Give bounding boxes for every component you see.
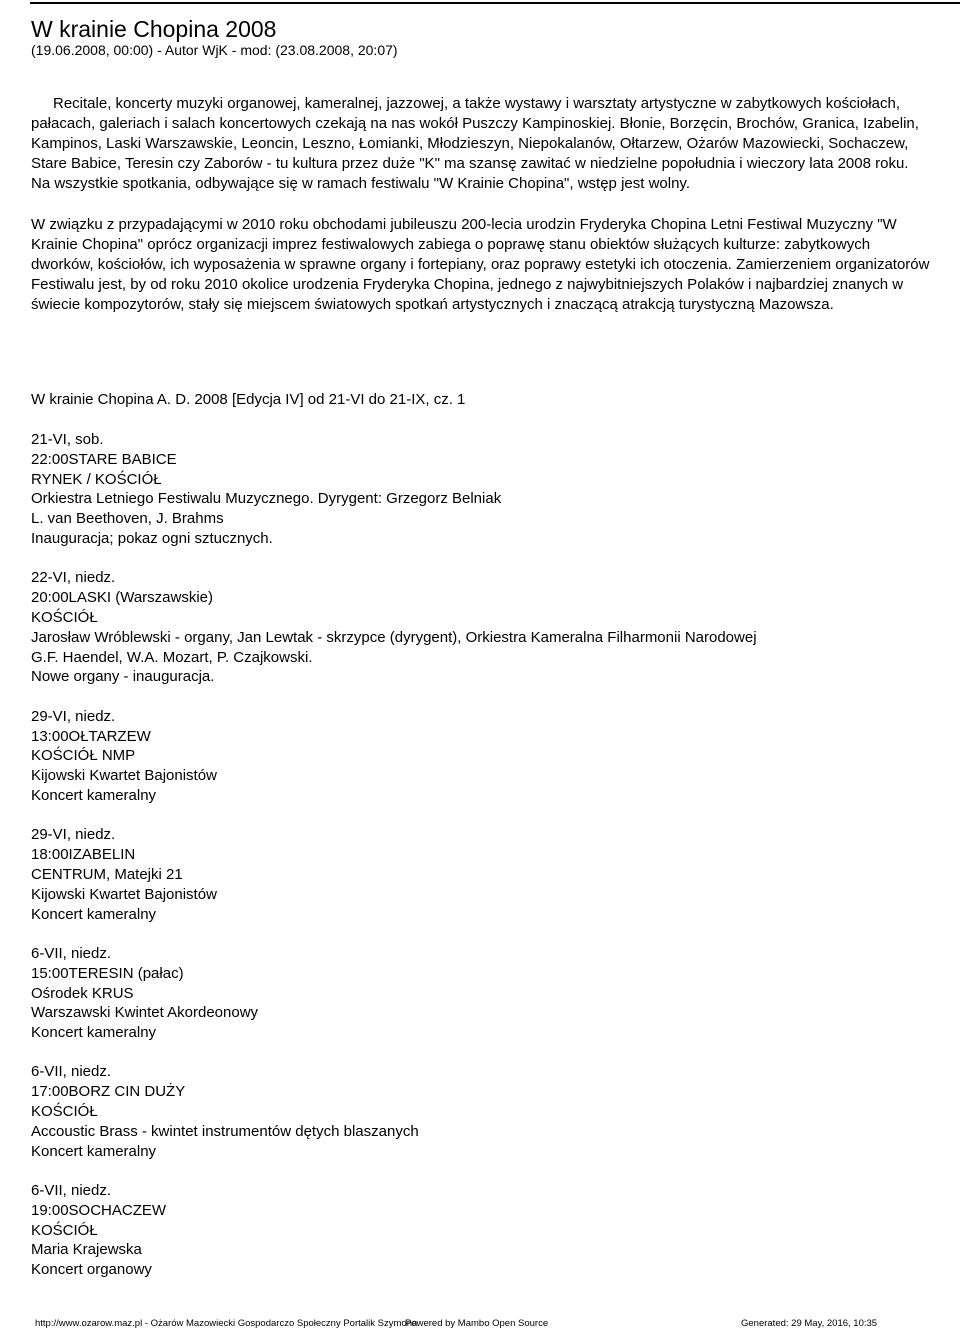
- event-item: [31, 944, 931, 1043]
- event-time-place: 17:00BORZ CIN DUŻY: [31, 1083, 186, 1101]
- header-rule: [30, 2, 960, 4]
- event-venue: KOŚCIÓŁ: [31, 1221, 98, 1239]
- event-item: [31, 1062, 931, 1161]
- event-time-place: 20:00LASKI (Warszawskie): [31, 589, 214, 607]
- event-date: 6-VII, niedz.: [31, 1063, 112, 1081]
- event-item: [31, 707, 931, 806]
- event-time-place: 22:00STARE BABICE: [31, 450, 177, 468]
- event-date: 6-VII, niedz.: [31, 1182, 112, 1200]
- event-venue: KOŚCIÓŁ: [31, 1103, 98, 1121]
- article-meta: (19.06.2008, 00:00) - Autor WjK - mod: (23.08.2008, 20:07): [31, 42, 398, 58]
- event-program: L. van Beethoven, J. Brahms: [31, 510, 224, 528]
- event-performers: Accoustic Brass - kwintet instrumentów dętych blaszanych: [31, 1122, 419, 1140]
- event-venue: RYNEK / KOŚCIÓŁ: [31, 470, 162, 488]
- event-performers: Warszawski Kwintet Akordeonowy: [31, 1004, 259, 1022]
- event-notes: Inauguracja; pokaz ogni sztucznych.: [31, 529, 273, 547]
- event-list: [31, 430, 931, 1300]
- event-item: [31, 825, 931, 924]
- event-performers: Kijowski Kwartet Bajonistów: [31, 767, 217, 785]
- event-performers: Jarosław Wróblewski - organy, Jan Lewtak - skrzypce (dyrygent), Orkiestra Kameralna Filharmonii Narodowej: [31, 628, 757, 646]
- event-date: 29-VI, niedz.: [31, 826, 116, 844]
- edition-heading: W krainie Chopina A. D. 2008 [Edycja IV] od 21-VI do 21-IX, cz. 1: [31, 391, 466, 408]
- event-performers: Kijowski Kwartet Bajonistów: [31, 885, 217, 903]
- event-date: 22-VI, niedz.: [31, 569, 116, 587]
- event-program: Koncert organowy: [31, 1261, 152, 1279]
- paragraph-spacer: [31, 194, 931, 215]
- event-item: [31, 568, 931, 687]
- event-venue: CENTRUM, Matejki 21: [31, 865, 183, 883]
- event-time-place: 13:00OŁTARZEW: [31, 727, 151, 745]
- intro-paragraph-1: Recitale, koncerty muzyki organowej, kameralnej, jazzowej, a także wystawy i warsztaty artystyczne w zabytkowych kościołach, pałacach, galeriach i salach koncertowych czekają na nas wokół Puszczy Kampinoskiej. Błonie, Borzęcin, Brochów, Granica, Izabelin, Kampinos, Laski Warszawskie, Leoncin, Leszno, Łomianki, Młodzieszyn, Niepokalanów, Ołtarzew, Ożarów Mazowiecki, Sochaczew, Stare Babice, Teresin czy Zaborów - tu kultura przez duże "K" ma szansę zawitać w niedzielne popołudnia i wieczory lata 2008 roku. Na wszystkie spotkania, odbywające się w ramach festiwalu "W Krainie Chopina", wstęp jest wolny.: [31, 95, 919, 192]
- footer-site-link[interactable]: http://www.ozarow.maz.pl - Ożarów Mazowiecki Gospodarczo Społeczny Portalik Szymona: [35, 1318, 418, 1329]
- event-date: 29-VI, niedz.: [31, 707, 116, 725]
- event-performers: Maria Krajewska: [31, 1241, 142, 1259]
- event-time-place: 18:00IZABELIN: [31, 846, 136, 864]
- event-program: Koncert kameralny: [31, 1024, 157, 1042]
- event-notes: Nowe organy - inauguracja.: [31, 668, 215, 686]
- event-item: [31, 430, 931, 549]
- event-venue: KOŚCIÓŁ: [31, 608, 98, 626]
- footer-powered-by: Powered by Mambo Open Source: [405, 1318, 549, 1329]
- event-venue: Ośrodek KRUS: [31, 984, 134, 1002]
- event-performers: Orkiestra Letniego Festiwalu Muzycznego. Dyrygent: Grzegorz Belniak: [31, 490, 502, 508]
- event-program: G.F. Haendel, W.A. Mozart, P. Czajkowski.: [31, 648, 313, 666]
- event-item: [31, 1181, 931, 1280]
- event-time-place: 15:00TERESIN (pałac): [31, 964, 184, 982]
- event-venue: KOŚCIÓŁ NMP: [31, 747, 136, 765]
- event-date: 6-VII, niedz.: [31, 944, 112, 962]
- event-date: 21-VI, sob.: [31, 431, 104, 448]
- intro-paragraph-2: W związku z przypadającymi w 2010 roku obchodami jubileuszu 200-lecia urodzin Fryderyka Chopina Letni Festiwal Muzyczny "W Krainie Chopina" oprócz organizacji imprez festiwalowych zabiega o poprawę stanu obiektów służących kulturze: zabytkowych dworków, kościołów, ich wyposażenia w sprawne organy i fortepiany, oraz poprawy estetyki ich otoczenia. Zamierzeniem organizatorów Festiwalu jest, by od roku 2010 okolice urodzenia Fryderyka Chopina, jednego z najwybitniejszych Polaków i najbardziej znanych w świecie kompozytorów, stały się miejscem światowych spotkań artystycznych i znaczącą atrakcją turystyczną Mazowsza.: [31, 216, 930, 313]
- event-program: Koncert kameralny: [31, 786, 157, 804]
- footer-generated-date: Generated: 29 May, 2016, 10:35: [741, 1318, 878, 1329]
- page-footer: [35, 1318, 935, 1332]
- event-program: Koncert kameralny: [31, 905, 157, 923]
- event-time-place: 19:00SOCHACZEW: [31, 1201, 167, 1219]
- event-program: Koncert kameralny: [31, 1142, 157, 1160]
- page-title: W krainie Chopina 2008: [31, 16, 277, 42]
- intro-text: [31, 94, 931, 315]
